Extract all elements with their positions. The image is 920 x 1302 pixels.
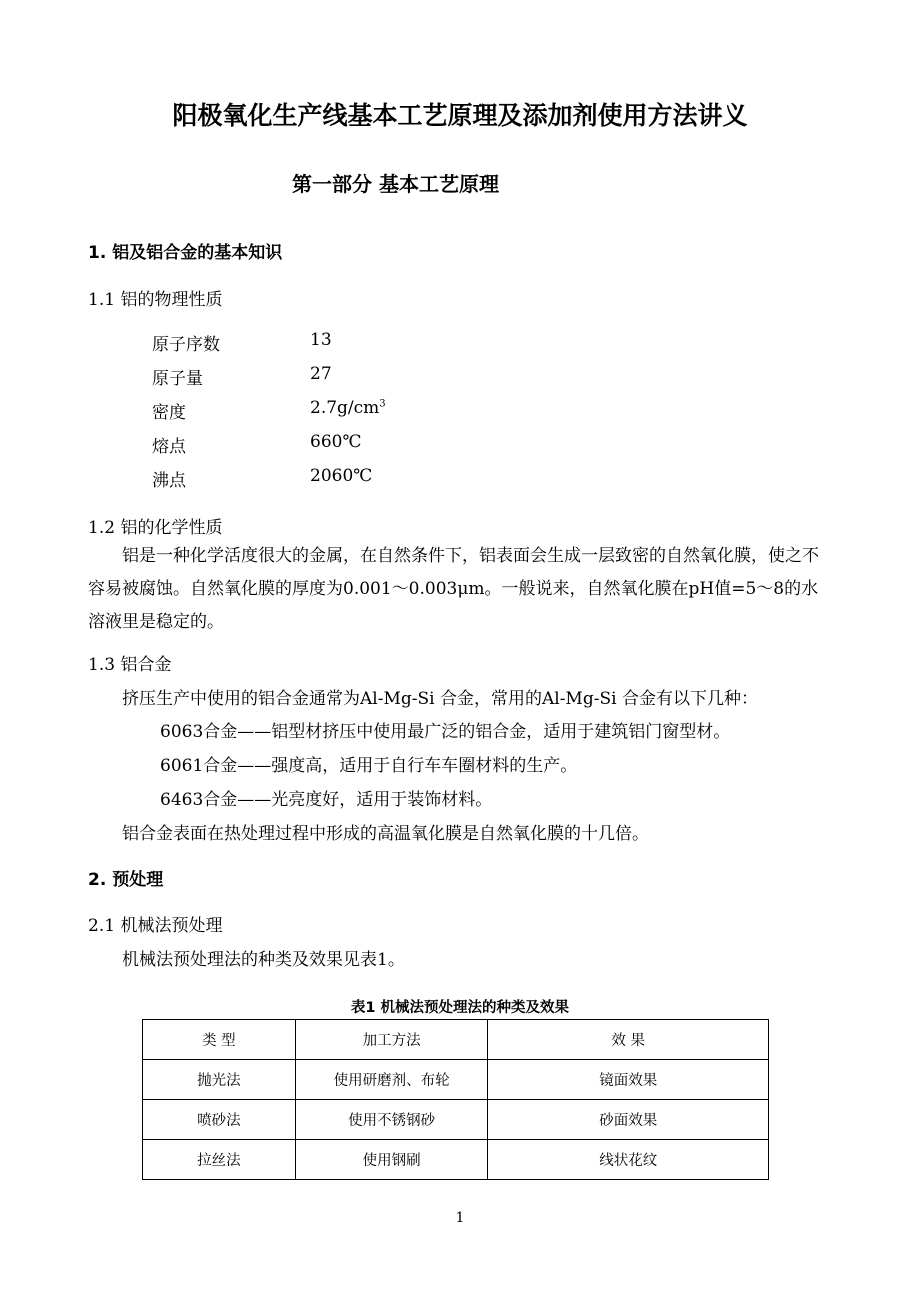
table-cell: 使用钢刷 [295,1140,488,1180]
table-header-cell: 类 型 [143,1020,296,1060]
document-title: 阳极氧化生产线基本工艺原理及添加剂使用方法讲义 [172,101,748,130]
table-cell: 使用研磨剂、布轮 [295,1060,488,1100]
page-number: 1 [455,1210,465,1226]
property-value: 660℃ [310,432,362,452]
alloy-intro: 挤压生产中使用的铝合金通常为Al-Mg-Si 合金，常用的Al-Mg-Si 合金有以下几种： [122,689,758,709]
table-header-cell: 加工方法 [295,1020,488,1060]
table-cell: 镜面效果 [488,1060,769,1100]
table-caption: 表1 机械法预处理法的种类及效果 [350,1000,570,1016]
table-cell: 线状花纹 [488,1140,769,1180]
section-1-heading: 1. 铝及铝合金的基本知识 [88,243,283,263]
table-row [143,1060,769,1100]
table-header-row [143,1020,769,1060]
table-row [143,1100,769,1140]
property-name: 原子序数 [152,335,220,355]
section-1-3-heading: 1.3 铝合金 [88,655,172,675]
density-value: 2.7g/cm [310,398,380,418]
pretreatment-table [142,1019,769,1180]
property-name: 沸点 [152,471,186,491]
property-name: 熔点 [152,437,186,457]
table-cell: 抛光法 [143,1060,296,1100]
property-value-density [310,398,386,418]
part-heading: 第一部分 基本工艺原理 [292,172,499,196]
section-1-1-heading: 1.1 铝的物理性质 [88,290,223,310]
section-2-heading: 2. 预处理 [88,870,164,890]
mechanical-pretreatment-paragraph: 机械法预处理法的种类及效果见表1。 [122,950,405,970]
section-2-1-heading: 2.1 机械法预处理 [88,916,223,936]
table-header-cell: 效 果 [488,1020,769,1060]
property-name: 密度 [152,403,186,423]
property-value: 13 [310,330,332,350]
table-cell: 喷砂法 [143,1100,296,1140]
density-exponent: 3 [379,398,386,410]
chemical-properties-paragraph: 铝是一种化学活度很大的金属，在自然条件下，铝表面会生成一层致密的自然氧化膜，使之不容易被腐蚀。自然氧化膜的厚度为0.001～0.003μm。一般说来，自然氧化膜在pH值=5～8的水溶液里是稳定的。 [88,546,819,632]
alloy-item: 6061合金——强度高，适用于自行车车圈材料的生产。 [160,756,578,776]
property-value: 27 [310,364,332,384]
property-value: 2060℃ [310,466,373,486]
alloy-outro: 铝合金表面在热处理过程中形成的高温氧化膜是自然氧化膜的十几倍。 [122,824,649,844]
alloy-item: 6463合金——光亮度好，适用于装饰材料。 [160,790,493,810]
table-cell: 拉丝法 [143,1140,296,1180]
table-cell: 砂面效果 [488,1100,769,1140]
table-row [143,1140,769,1180]
table-cell: 使用不锈钢砂 [295,1100,488,1140]
property-name: 原子量 [152,369,203,389]
alloy-item: 6063合金——铝型材挤压中使用最广泛的铝合金，适用于建筑铝门窗型材。 [160,722,731,742]
section-1-2-heading: 1.2 铝的化学性质 [88,518,223,538]
